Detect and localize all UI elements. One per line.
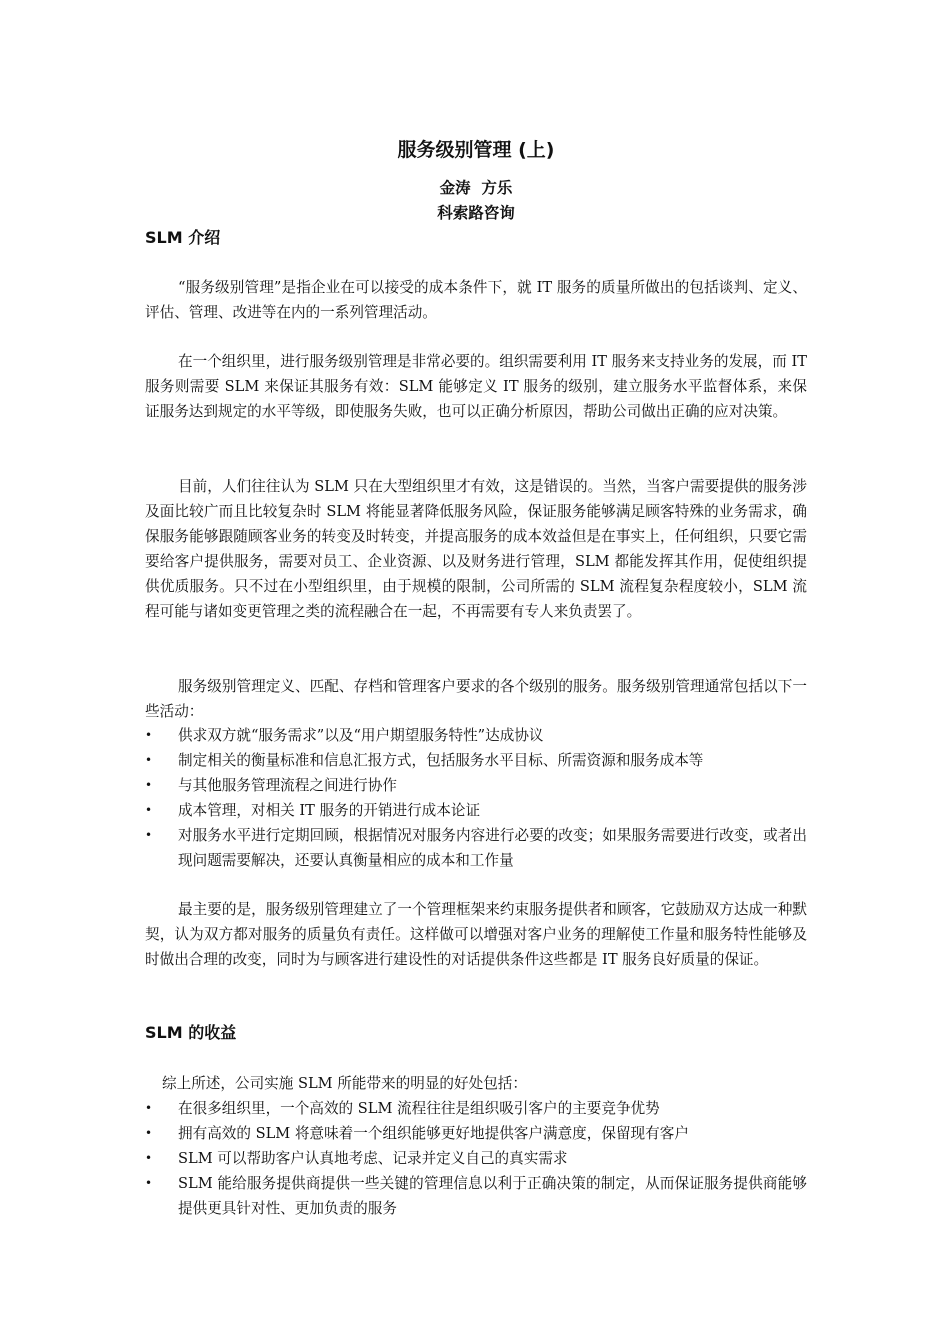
paragraph: “服务级别管理”是指企业在可以接受的成本条件下，就 IT 服务的质量所做出的包括谈判、定义、评估、管理、改进等在内的一系列管理活动。	[145, 279, 807, 321]
list-item-text: 对服务水平进行定期回顾，根据情况对服务内容进行必要的改变；如果服务需要进行改变，或者出现问题需要解决，还要认真衡量相应的成本和工作量	[178, 827, 807, 869]
list-item	[145, 798, 807, 823]
list-item	[145, 748, 807, 773]
activity-list	[145, 723, 807, 873]
bullet-icon: •	[145, 1101, 153, 1115]
bullet-icon: •	[145, 1151, 153, 1165]
list-item-text: 制定相关的衡量标准和信息汇报方式，包括服务水平目标、所需资源和服务成本等	[178, 752, 704, 769]
list-item-text: 供求双方就“服务需求”以及“用户期望服务特性”达成协议	[178, 727, 544, 744]
organization: 科索路咨询	[437, 204, 515, 222]
paragraph: 服务级别管理定义、匹配、存档和管理客户要求的各个级别的服务。服务级别管理通常包括以下一些活动：	[145, 678, 807, 720]
section-heading-slm-intro: SLM 介绍	[145, 228, 221, 247]
bullet-icon: •	[145, 803, 153, 817]
bullet-icon: •	[145, 1126, 153, 1140]
paragraph: 目前，人们往往认为 SLM 只在大型组织里才有效，这是错误的。当然，当客户需要提供的服务涉及面比较广而且比较复杂时 SLM 将能显著降低服务风险，保证服务能够满足顾客特殊的业务需求，确保服务能够跟随顾客业务的转变及时转变，并提高服务的成本效益但是在事实上，任何组织，只要它需要给客户提供服务，需要对员工、企业资源、以及财务进行管理，SLM 都能发挥其作用，促使组织提供优质服务。只不过在小型组织里，由于规模的限制，公司所需的 SLM 流程复杂程度较小，SLM 流程可能与诸如变更管理之类的流程融合在一起，不再需要有专人来负责罢了。	[145, 478, 807, 620]
section-heading-slm-benefits: SLM 的收益	[145, 1023, 237, 1042]
list-item	[145, 823, 807, 873]
bullet-icon: •	[145, 778, 153, 792]
list-item	[145, 1146, 807, 1171]
bullet-icon: •	[145, 828, 153, 842]
list-item	[145, 1171, 807, 1221]
list-item-text: SLM 能给服务提供商提供一些关键的管理信息以利于正确决策的制定，从而保证服务提供商能够提供更具针对性、更加负责的服务	[178, 1175, 807, 1217]
list-item	[145, 1121, 807, 1146]
byline	[145, 176, 807, 226]
list-item-text: 在很多组织里，一个高效的 SLM 流程往往是组织吸引客户的主要竞争优势	[178, 1100, 660, 1117]
list-item-text: 成本管理，对相关 IT 服务的开销进行成本论证	[178, 802, 481, 819]
list-item-text: 拥有高效的 SLM 将意味着一个组织能够更好地提供客户满意度，保留现有客户	[178, 1125, 689, 1142]
list-item	[145, 773, 807, 798]
paragraph: 最主要的是，服务级别管理建立了一个管理框架来约束服务提供者和顾客，它鼓励双方达成一种默契，认为双方都对服务的质量负有责任。这样做可以增强对客户业务的理解使工作量和服务特性能够及时做出合理的改变，同时为与顾客进行建设性的对话提供条件这些都是 IT 服务良好质量的保证。	[145, 901, 807, 968]
bullet-icon: •	[145, 1176, 153, 1190]
paragraph: 综上所述，公司实施 SLM 所能带来的明显的好处包括：	[162, 1075, 527, 1092]
paragraph: 在一个组织里，进行服务级别管理是非常必要的。组织需要利用 IT 服务来支持业务的发展，而 IT 服务则需要 SLM 来保证其服务有效：SLM 能够定义 IT 服务的级别，建立服务水平监督体系，来保证服务达到规定的水平等级，即使服务失败，也可以正确分析原因，帮助公司做出正确的应对决策。	[145, 353, 807, 420]
bullet-icon: •	[145, 728, 153, 742]
benefit-list	[145, 1096, 807, 1221]
authors: 金涛 方乐	[439, 179, 513, 197]
bullet-icon: •	[145, 753, 153, 767]
list-item-text: 与其他服务管理流程之间进行协作	[178, 777, 397, 794]
list-item	[145, 723, 807, 748]
list-item-text: SLM 可以帮助客户认真地考虑、记录并定义自己的真实需求	[178, 1150, 568, 1167]
document-title: 服务级别管理 (上)	[397, 139, 555, 161]
list-item	[145, 1096, 807, 1121]
